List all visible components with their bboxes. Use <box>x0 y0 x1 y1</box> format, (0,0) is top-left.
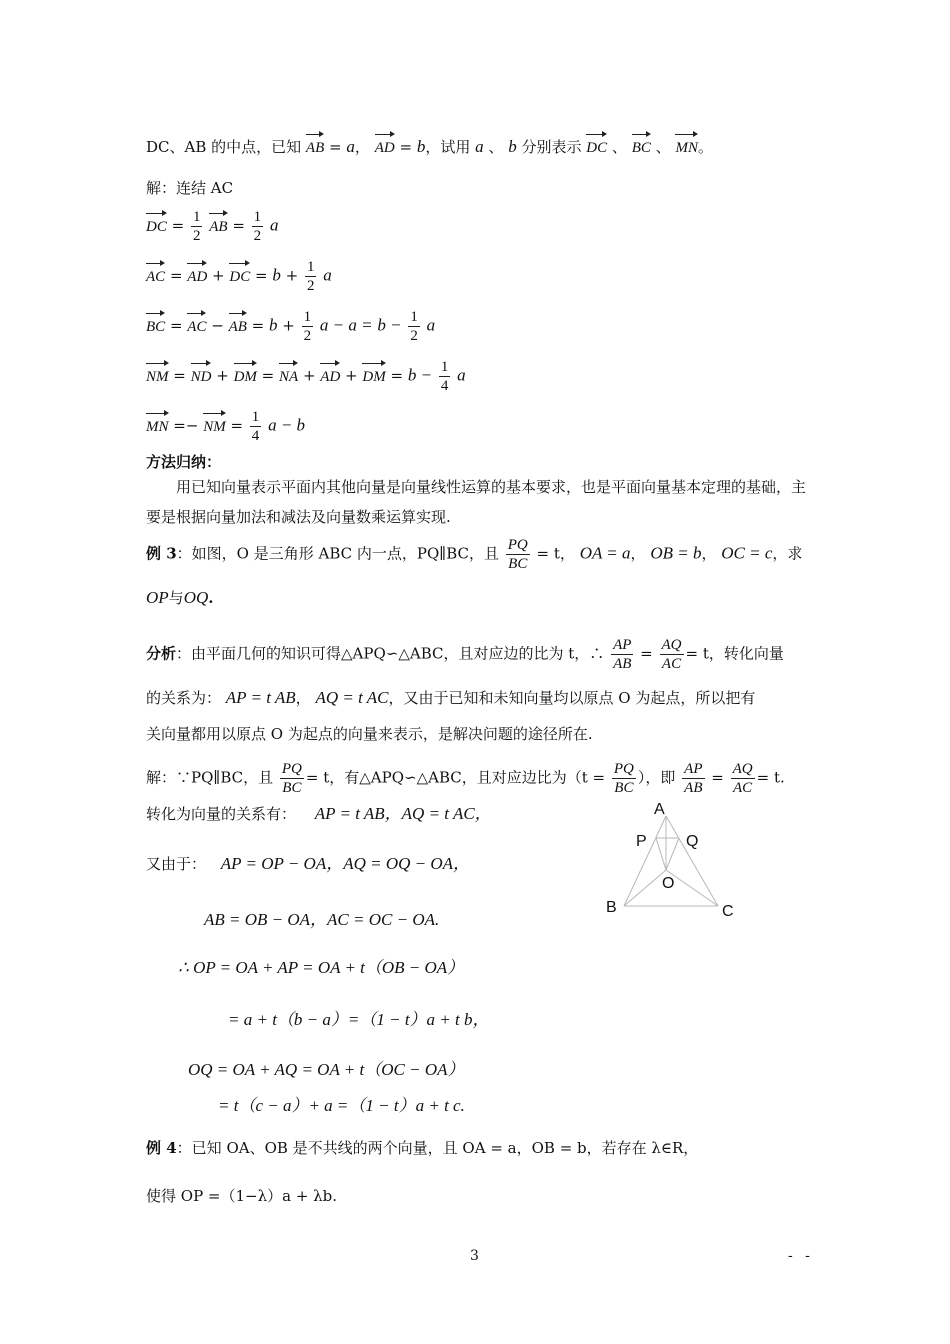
solution-text: 解：∵PQ∥BC，且 <box>146 768 274 787</box>
footer-dashes: - - <box>788 1248 814 1264</box>
solution-3-line-8: = t（c − a）+ a =（1 − t）a + t c. <box>218 1096 465 1115</box>
numerator: PQ <box>281 761 302 777</box>
var-a: a <box>457 365 466 385</box>
denominator: 4 <box>251 428 260 444</box>
vector-mn: MN <box>675 132 698 158</box>
var-a: a <box>269 215 279 235</box>
edge-ac <box>666 816 718 906</box>
fraction <box>250 408 262 445</box>
analysis-text: ：由平面几何的知识可得△APQ∽△ABC，且对应边的比为 t，∴ <box>176 644 605 663</box>
vector-na: NA <box>279 361 298 387</box>
label-b: B <box>606 899 617 916</box>
solution-text: 转化为向量的关系有： <box>146 805 297 823</box>
solution-3-line-5: ∴ OP = OA + AP = OA + t（OB − OA） <box>178 958 465 977</box>
expr: AP = t AB <box>225 688 296 707</box>
solution-3-line-1: 解：∵PQ∥BC，且 $\frac{PQ}{BC}$ = t，有△APQ∽△ABC，且对应边比为（t = $\frac{PQ}{BC}$ ），即 $\frac{AP}{AB}$ = $\frac{AQ}{AC}$ = t. <box>146 761 785 796</box>
analysis-text: 的关系为： <box>146 689 222 707</box>
example-4-line-1 <box>146 1138 698 1158</box>
equation-5: MN =− NM = $\frac{1}{4}$ a − b <box>146 409 306 444</box>
fraction <box>682 760 704 797</box>
vector-bc: BC <box>146 311 165 337</box>
example-3-line-2 <box>146 588 213 608</box>
fraction <box>252 208 264 245</box>
numerator: AQ <box>732 761 753 777</box>
vector-nm: NM <box>203 411 226 437</box>
example-4-line-2: 使得 OP =（1−λ）a + λb. <box>146 1187 338 1205</box>
triangle-lines <box>624 816 718 906</box>
fraction <box>731 760 755 797</box>
vector-ad: AD <box>320 361 340 387</box>
equation-4: NM = ND + DM = NA + AD + DM = b − $\frac{1}{4}$ a <box>146 359 466 394</box>
var-b: b <box>416 137 426 156</box>
analysis-line-3: 关向量都用以原点 O 为起点的向量来表示，是解决问题的途径所在. <box>146 725 593 743</box>
expr: AP = t AB，AQ = t AC， <box>314 804 492 823</box>
solution-text: 又由于： <box>146 855 207 873</box>
expr: b − <box>377 315 402 335</box>
vector-ad: AD <box>375 132 395 158</box>
numerator: 1 <box>410 309 418 325</box>
analysis-line-1: 分析：由平面几何的知识可得△APQ∽△ABC，且对应边的比为 t，∴ $\frac{AP}{AB}$ = $\frac{AQ}{AC}$ = t，转化向量 <box>146 637 784 672</box>
solution-3-line-7: OQ = OA + AQ = OA + t（OC − OA） <box>188 1060 465 1079</box>
comma: ， <box>354 138 370 156</box>
var-b: b <box>508 137 517 156</box>
example-text: 与 <box>168 589 184 607</box>
expr: OC = c <box>721 543 773 563</box>
separator: 、 <box>611 138 627 156</box>
numerator: AQ <box>661 637 682 653</box>
example-3-line: 例 3：如图，O 是三角形 ABC 内一点，PQ∥BC，且 $\frac{PQ}{BC}$ = t， OA = a， OB = b， OC = c，求 <box>146 537 803 572</box>
denominator: BC <box>508 556 528 572</box>
vector-ac: AC <box>187 311 206 337</box>
fraction <box>305 258 317 295</box>
numerator: 1 <box>440 359 449 375</box>
numerator: AP <box>613 637 632 653</box>
denominator: AC <box>661 656 682 672</box>
example-text: = t， <box>536 544 575 563</box>
vector-ad: AD <box>187 261 207 287</box>
expr: a − a = <box>319 315 373 335</box>
numerator: 1 <box>253 209 262 225</box>
label-c: C <box>722 903 734 920</box>
segment-qo <box>666 838 679 870</box>
denominator: 2 <box>303 328 312 344</box>
vector-ab: AB <box>306 132 324 158</box>
vector-bc: BC <box>632 132 651 158</box>
var-a: a <box>323 265 332 285</box>
edge-ab <box>624 816 666 906</box>
var-b: b <box>272 265 281 285</box>
analysis-text: ，又由于已知和未知向量均以原点 O 为起点，所以把有 <box>388 689 756 707</box>
solution-text: ），即 <box>637 768 676 787</box>
intro-text-2: ，试用 <box>425 138 471 156</box>
fraction <box>280 760 304 797</box>
segment-bo <box>624 870 666 906</box>
intro-text-3: 分别表示 <box>521 138 582 156</box>
equation-1: DC = $\frac{1}{2}$ AB = $\frac{1}{2}$ a <box>146 209 279 244</box>
denominator: AC <box>733 780 753 796</box>
expr: OQ <box>183 588 209 607</box>
fraction <box>611 636 633 673</box>
fraction <box>612 760 636 797</box>
fraction <box>191 208 203 245</box>
vector-dc: DC <box>229 261 250 287</box>
expr: OB = b <box>650 543 702 563</box>
fraction <box>506 536 530 573</box>
vector-ab: AB <box>229 311 247 337</box>
vector-dm: DM <box>234 361 257 387</box>
example-text: ：已知 OA、OB 是不共线的两个向量，且 OA = a，OB = b，若存在 λ∈R， <box>176 1139 699 1157</box>
separator: 、 <box>655 138 671 156</box>
expr: OA = a <box>579 543 631 563</box>
numerator: PQ <box>507 537 528 553</box>
solution-3-line-4: AB = OB − OA，AC = OC − OA. <box>204 910 440 929</box>
numerator: 1 <box>306 259 315 275</box>
numerator: AP <box>684 761 703 777</box>
solution-3-line-3 <box>146 854 470 874</box>
expr: AP = OP − OA，AQ = OQ − OA， <box>220 854 471 873</box>
denominator: BC <box>282 780 302 796</box>
numerator: 1 <box>192 209 201 225</box>
method-body: 用已知向量表示平面内其他向量是向量线性运算的基本要求，也是平面向量基本定理的基础，主要是根据向量加法和减法及向量数乘运算实现. <box>146 478 807 526</box>
numerator: PQ <box>613 761 634 777</box>
denominator: 2 <box>253 228 262 244</box>
label-o: O <box>662 875 675 892</box>
solution-text: = t. <box>756 768 785 787</box>
var-a: a <box>346 137 355 156</box>
vector-mn: MN <box>146 411 169 437</box>
segment-po <box>656 838 666 870</box>
example-label: 例 4 <box>146 1139 177 1157</box>
example-text: ：如图，O 是三角形 ABC 内一点，PQ∥BC，且 <box>176 544 499 563</box>
solution-3-line-6: = a + t（b − a）=（1 − t）a + t b， <box>228 1010 490 1029</box>
numerator: 1 <box>303 309 312 325</box>
label-q: Q <box>686 833 699 850</box>
expr: AQ = t AC <box>315 688 389 707</box>
equation-2: AC = AD + DC = b + $\frac{1}{2}$ a <box>146 259 332 294</box>
vector-nm: NM <box>146 361 169 387</box>
analysis-line-2: 的关系为： AP = t AB， AQ = t AC，又由于已知和未知向量均以原点 O 为起点，所以把有 <box>146 688 756 707</box>
page-number: 3 <box>470 1248 479 1264</box>
example-label: 例 3 <box>146 544 177 563</box>
denominator: 2 <box>306 278 315 294</box>
expr: a − b <box>268 415 306 435</box>
vector-dc: DC <box>146 211 167 237</box>
vector-nd: ND <box>191 361 212 387</box>
intro-line <box>146 132 713 158</box>
period: 。 <box>697 138 713 156</box>
vector-ab: AB <box>209 211 227 237</box>
triangle-figure <box>600 798 750 924</box>
denominator: AB <box>613 656 632 672</box>
expr: b − <box>407 365 433 385</box>
equation-3: BC = AC − AB = b + $\frac{1}{2}$ a − a = b − $\frac{1}{2}$ a <box>146 309 436 344</box>
example-text: ，求 <box>772 544 803 563</box>
equals: = <box>399 138 413 156</box>
numerator: 1 <box>251 409 260 425</box>
separator: 、 <box>488 138 504 156</box>
solution-text: = t，有△APQ∽△ABC，且对应边比为（t = <box>305 768 606 787</box>
method-title: 方法归纳： <box>146 453 222 471</box>
denominator: 4 <box>440 378 449 394</box>
denominator: BC <box>614 780 634 796</box>
analysis-text: = t，转化向量 <box>685 644 784 663</box>
vector-ac: AC <box>146 261 165 287</box>
fraction <box>439 358 451 395</box>
analysis-label: 分析 <box>146 644 177 663</box>
vector-dm: DM <box>362 361 385 387</box>
solution-1-label: 解：连结 AC <box>146 179 234 197</box>
intro-text: DC、AB 的中点，已知 <box>146 138 302 156</box>
fraction <box>660 636 684 673</box>
var-a: a <box>426 315 436 335</box>
period: . <box>208 589 214 607</box>
denominator: 2 <box>192 228 201 244</box>
fraction <box>408 308 420 345</box>
denominator: 2 <box>410 328 418 344</box>
solution-3-line-2 <box>146 804 492 824</box>
vector-dc: DC <box>586 132 607 158</box>
var-a: a <box>475 137 484 156</box>
denominator: AB <box>684 780 703 796</box>
equals: = <box>329 138 342 156</box>
expr: OP <box>146 588 169 607</box>
label-p: P <box>636 833 647 850</box>
label-a: A <box>654 801 665 818</box>
var-b: b <box>269 315 278 335</box>
fraction <box>302 308 314 345</box>
